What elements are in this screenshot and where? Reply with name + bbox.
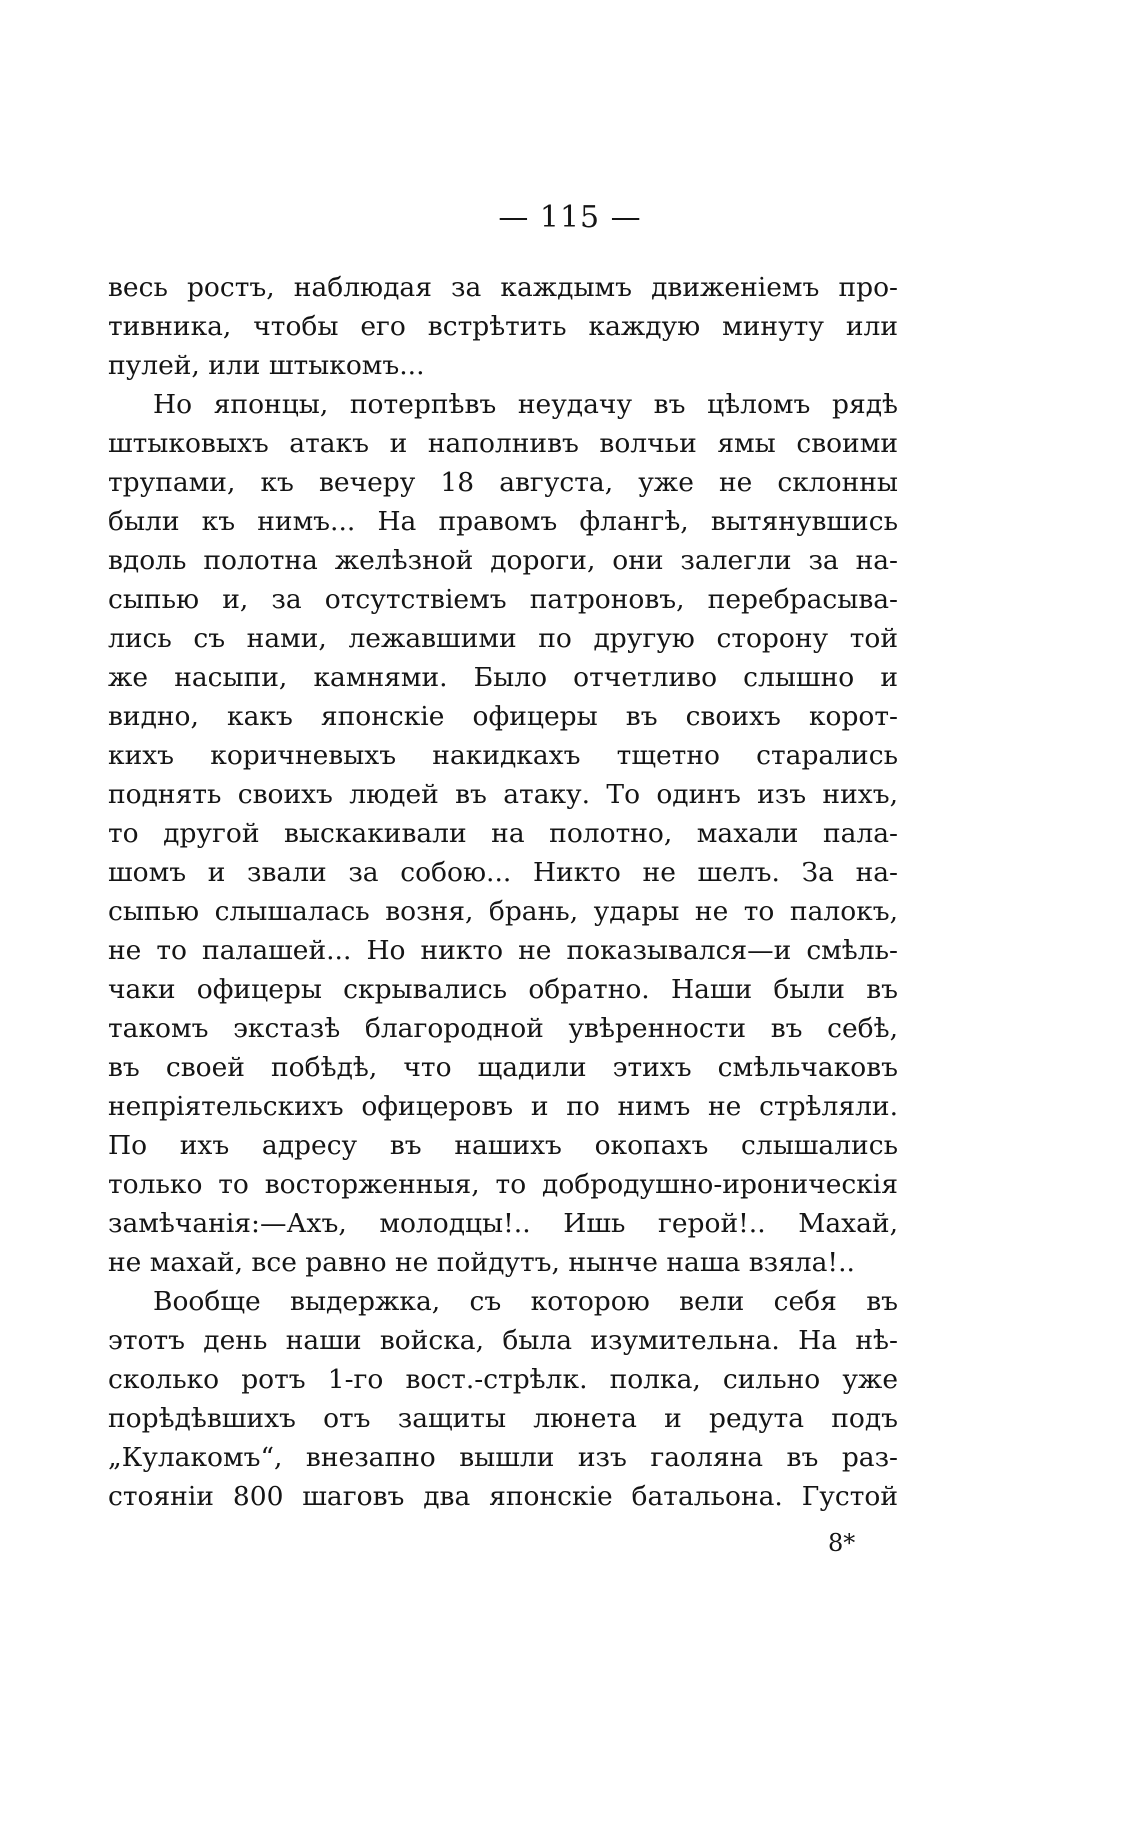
- text-line: замѣчанiя:—Ахъ, молодцы!.. Ишь герой!.. Махай,: [108, 1208, 898, 1239]
- text-line: то другой выскакивали на полотно, махали пала-: [108, 818, 898, 849]
- text-line: По ихъ адресу въ нашихъ окопахъ слышались: [108, 1130, 898, 1161]
- text-line: непрiятельскихъ офицеровъ и по нимъ не стрѣляли.: [108, 1091, 898, 1122]
- text-line: же насыпи, камнями. Было отчетливо слышно и: [108, 662, 898, 693]
- text-line: сыпью и, за отсутствiемъ патроновъ, перебрасыва-: [108, 584, 898, 615]
- text-line: кихъ коричневыхъ накидкахъ тщетно старались: [108, 740, 898, 771]
- text-line: трупами, къ вечеру 18 августа, уже не склонны: [108, 467, 898, 498]
- text-line: не махай, все равно не пойдутъ, нынче наша взяла!..: [108, 1247, 855, 1278]
- text-line: пулей, или штыкомъ...: [108, 350, 425, 381]
- page-number: — 115 —: [498, 200, 642, 235]
- text-line: видно, какъ японскiе офицеры въ своихъ корот-: [108, 701, 898, 732]
- text-line: не то палашей... Но никто не показывался—и смѣль-: [108, 935, 898, 966]
- text-line: были къ нимъ... На правомъ флангѣ, вытянувшись: [108, 506, 898, 537]
- text-line: шомъ и звали за собою... Никто не шелъ. За на-: [108, 857, 898, 888]
- text-line: тивника, чтобы его встрѣтить каждую минуту или: [108, 311, 898, 342]
- text-line: весь ростъ, наблюдая за каждымъ движенiемъ про-: [108, 272, 898, 303]
- body-text: [108, 268, 898, 1516]
- text-line: сколько ротъ 1-го вост.-стрѣлк. полка, сильно уже: [108, 1364, 898, 1395]
- text-line: поднять своихъ людей въ атаку. То одинъ изъ нихъ,: [108, 779, 898, 810]
- text-line: порѣдѣвшихъ отъ защиты люнета и редута подъ: [108, 1403, 898, 1434]
- text-line: этотъ день наши войска, была изумительна. На нѣ-: [108, 1325, 898, 1356]
- text-line: Но японцы, потерпѣвъ неудачу въ цѣломъ рядѣ: [153, 389, 898, 420]
- signature-mark: 8*: [828, 1529, 856, 1557]
- text-line: стоянiи 800 шаговъ два японскiе батальона. Густой: [108, 1481, 898, 1512]
- text-line: „Кулакомъ“, внезапно вышли изъ гаоляна въ раз-: [108, 1442, 898, 1473]
- text-line: въ своей побѣдѣ, что щадили этихъ смѣльчаковъ: [108, 1052, 898, 1083]
- text-line: сыпью слышалась возня, брань, удары не то палокъ,: [108, 896, 898, 927]
- text-line: такомъ экстазѣ благородной увѣренности въ себѣ,: [108, 1013, 898, 1044]
- text-line: Вообще выдержка, съ которою вели себя въ: [153, 1286, 898, 1317]
- text-line: вдоль полотна желѣзной дороги, они залегли за на-: [108, 545, 898, 576]
- text-line: чаки офицеры скрывались обратно. Наши были въ: [108, 974, 898, 1005]
- text-line: только то восторженныя, то добродушно-ироническiя: [108, 1169, 898, 1200]
- text-line: лись съ нами, лежавшими по другую сторону той: [108, 623, 898, 654]
- text-line: штыковыхъ атакъ и наполнивъ волчьи ямы своими: [108, 428, 898, 459]
